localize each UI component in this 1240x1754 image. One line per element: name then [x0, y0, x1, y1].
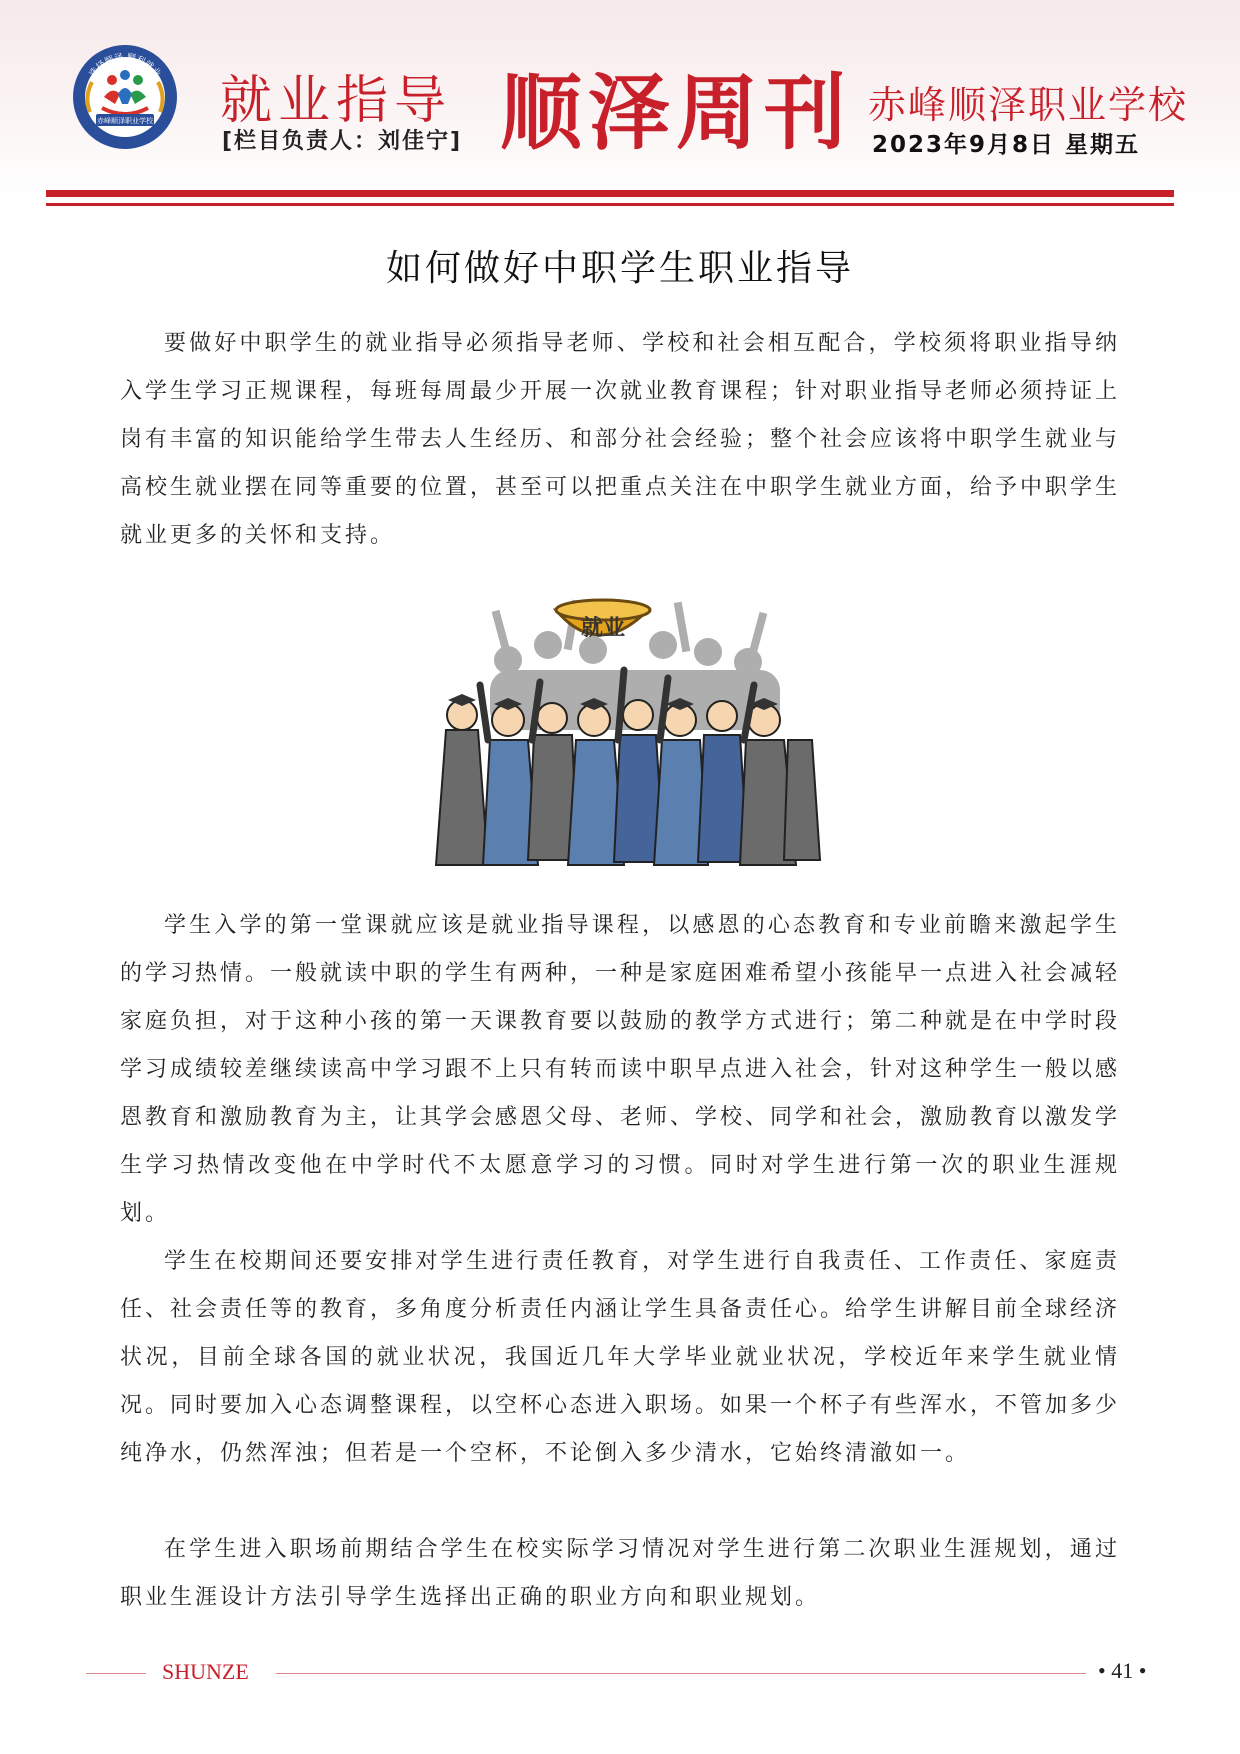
- article-paragraph-4: 在学生进入职场前期结合学生在校实际学习情况对学生进行第二次职业生涯规划，通过职业生涯设计方法引导学生选择出正确的职业方向和职业规划。: [120, 1537, 1120, 1610]
- header-rule-thick: [46, 190, 1174, 197]
- bowl-label: 就业: [580, 616, 626, 641]
- article-paragraph-2: 学生入学的第一堂课就应该是就业指导课程，以感恩的心态教育和专业前瞻来激起学生的学习热情。一般就读中职的学生有两种，一种是家庭困难希望小孩能早一点进入社会减轻家庭负担，对于这种小孩的第一天课教育要以鼓励的教学方式进行；第二种就是在中学时段学习成绩较差继续读高中学习跟不上只有转而读中职早点进入社会，针对这种学生一般以感恩教育和激励教育为主，让其学会感恩父母、老师、学校、同学和社会，激励教育以激发学生学习热情改变他在中学时代不太愿意学习的习惯。同时对学生进行第一次的职业生涯规划。: [120, 913, 1121, 1226]
- page-number: • 41 •: [1098, 1658, 1147, 1683]
- header-rule-thin: [46, 203, 1174, 206]
- graduates-reaching-bowl-illustration: [428, 590, 828, 870]
- article-paragraph-1: 要做好中职学生的就业指导必须指导老师、学校和社会相互配合，学校须将职业指导纳入学生学习正规课程，每班每周最少开展一次就业教育课程；针对职业指导老师必须持证上岗有丰富的知识能给学生带去人生经历、和部分社会经验；整个社会应该将中职学生就业与高校生就业摆在同等重要的位置，甚至可以把重点关注在中职学生就业方面，给予中职学生就业更多的关怀和支持。: [120, 331, 1121, 548]
- school-logo: [70, 42, 180, 152]
- article-title: 如何做好中职学生职业指导: [385, 248, 854, 289]
- footer-rule-middle: [276, 1673, 1086, 1674]
- publication-title: 顺泽周刊: [500, 66, 853, 161]
- school-name: 赤峰顺泽职业学校: [868, 83, 1189, 127]
- article-paragraph-3: 学生在校期间还要安排对学生进行责任教育，对学生进行自我责任、工作责任、家庭责任、社会责任等的教育，多角度分析责任内涵让学生具备责任心。给学生讲解目前全球经济状况，目前全球各国的就业状况，我国近几年大学毕业就业状况，学校近年来学生就业情况。同时要加入心态调整课程，以空杯心态进入职场。如果一个杯子有些浑水，不管加多少纯净水，仍然浑浊；但若是一个空杯，不论倒入多少清水，它始终清澈如一。: [120, 1249, 1121, 1466]
- section-title: 就业指导: [220, 71, 453, 131]
- logo-text-bottom: 赤峰顺泽职业学校: [97, 117, 153, 125]
- footer-brand: SHUNZE: [162, 1659, 249, 1684]
- footer-rule-left: [86, 1673, 146, 1674]
- column-editor: [栏目负责人：刘佳宁]: [222, 129, 463, 154]
- issue-date: 2023年9月8日 星期五: [872, 132, 1141, 158]
- logo-text-top: 选择顺泽 顺利就业: [87, 52, 163, 80]
